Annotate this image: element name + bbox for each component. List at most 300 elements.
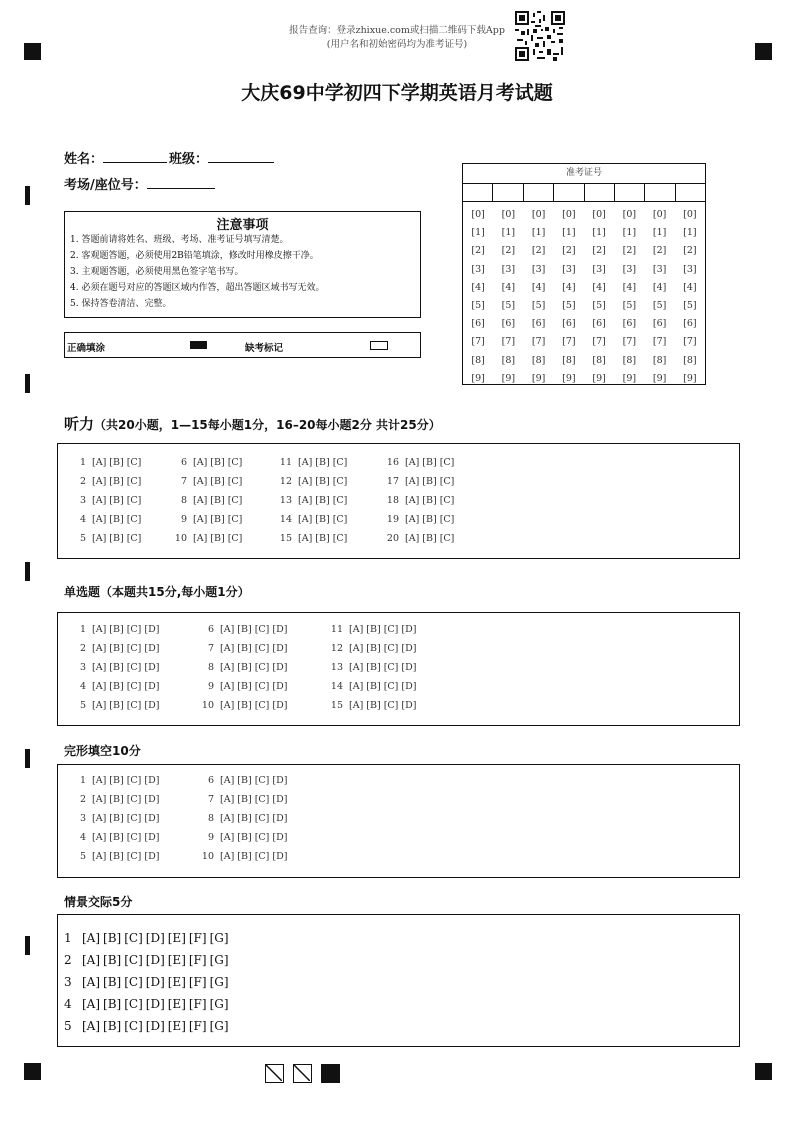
- answer-bubble[interactable]: [C]: [227, 476, 243, 487]
- exam-id-bubble[interactable]: [6]: [501, 318, 516, 330]
- exam-id-bubble[interactable]: [1]: [652, 227, 667, 239]
- answer-bubble[interactable]: [C]: [439, 476, 455, 487]
- answer-bubble[interactable]: [C]: [126, 624, 142, 635]
- answer-bubble[interactable]: [A]: [405, 533, 420, 544]
- answer-bubble[interactable]: [D]: [401, 624, 417, 635]
- answer-bubble[interactable]: [F]: [188, 931, 207, 945]
- answer-bubble[interactable]: [A]: [349, 624, 364, 635]
- exam-id-bubble[interactable]: [3]: [652, 263, 667, 275]
- answer-bubble[interactable]: [B]: [103, 997, 122, 1011]
- answer-bubble[interactable]: [C]: [332, 476, 348, 487]
- exam-id-bubble[interactable]: [2]: [562, 245, 576, 257]
- answer-bubble[interactable]: [D]: [272, 643, 288, 654]
- answer-bubble[interactable]: [D]: [144, 794, 160, 805]
- exam-id-bubble[interactable]: [7]: [592, 336, 606, 348]
- answer-bubble[interactable]: [C]: [126, 495, 142, 506]
- answer-bubble[interactable]: [A]: [92, 624, 107, 635]
- answer-bubble[interactable]: [C]: [126, 775, 142, 786]
- answer-bubble[interactable]: [D]: [144, 775, 160, 786]
- exam-id-bubble[interactable]: [3]: [501, 263, 516, 275]
- answer-bubble[interactable]: [B]: [422, 476, 437, 487]
- exam-id-bubble[interactable]: [6]: [683, 318, 697, 330]
- answer-bubble[interactable]: [D]: [145, 953, 165, 967]
- answer-bubble[interactable]: [C]: [126, 476, 142, 487]
- exam-id-bubble[interactable]: [0]: [562, 209, 576, 220]
- answer-bubble[interactable]: [D]: [144, 662, 160, 673]
- question-number: 5: [79, 533, 86, 544]
- exam-id-bubble[interactable]: [9]: [652, 372, 667, 384]
- answer-bubble[interactable]: [D]: [272, 700, 288, 711]
- answer-bubble[interactable]: [A]: [92, 775, 107, 786]
- answer-bubble[interactable]: [B]: [315, 514, 330, 525]
- answer-bubble[interactable]: [B]: [103, 1019, 122, 1033]
- name-field[interactable]: [103, 150, 167, 163]
- exam-id-bubble[interactable]: [0]: [652, 209, 667, 220]
- exam-id-bubble[interactable]: [9]: [531, 372, 546, 384]
- answer-bubble[interactable]: [B]: [237, 813, 252, 824]
- exam-id-bubble[interactable]: [4]: [471, 281, 485, 293]
- exam-id-bubble[interactable]: [4]: [683, 281, 697, 293]
- answer-bubble[interactable]: [D]: [272, 775, 288, 786]
- answer-bubble[interactable]: [C]: [439, 457, 455, 468]
- exam-id-bubble[interactable]: [5]: [622, 300, 637, 312]
- answer-bubble[interactable]: [C]: [254, 624, 270, 635]
- answer-bubble[interactable]: [A]: [220, 662, 235, 673]
- answer-bubble[interactable]: [D]: [144, 832, 160, 843]
- exam-id-bubble[interactable]: [7]: [531, 336, 546, 348]
- exam-id-bubble[interactable]: [1]: [592, 227, 606, 239]
- answer-bubble[interactable]: [D]: [145, 1019, 165, 1033]
- exam-id-bubble[interactable]: [6]: [592, 318, 606, 330]
- question-number: 1: [64, 931, 72, 945]
- exam-id-bubble[interactable]: [0]: [471, 209, 485, 220]
- exam-id-bubble[interactable]: [4]: [531, 281, 546, 293]
- answer-bubble[interactable]: [B]: [103, 975, 122, 989]
- answer-bubble[interactable]: [C]: [227, 495, 243, 506]
- answer-bubble[interactable]: [C]: [254, 775, 270, 786]
- exam-id-bubble[interactable]: [1]: [531, 227, 546, 239]
- exam-id-bubble[interactable]: [8]: [562, 354, 576, 366]
- exam-id-bubble[interactable]: [2]: [622, 245, 637, 257]
- question-row: [72, 771, 162, 790]
- answer-bubble[interactable]: [C]: [126, 514, 142, 525]
- answer-bubble[interactable]: [C]: [126, 681, 142, 692]
- answer-bubble[interactable]: [A]: [298, 457, 313, 468]
- answer-bubble[interactable]: [C]: [126, 851, 142, 862]
- answer-bubble[interactable]: [G]: [209, 931, 229, 945]
- answer-bubble[interactable]: [A]: [92, 643, 107, 654]
- exam-id-bubble[interactable]: [5]: [683, 300, 697, 312]
- answer-bubble[interactable]: [C]: [126, 794, 142, 805]
- answer-bubble[interactable]: [A]: [92, 700, 107, 711]
- exam-id-bubble[interactable]: [2]: [471, 245, 485, 257]
- answer-bubble[interactable]: [A]: [92, 794, 107, 805]
- answer-bubble[interactable]: [C]: [126, 533, 142, 544]
- answer-bubble[interactable]: [B]: [210, 476, 225, 487]
- exam-id-digit-cell[interactable]: [615, 184, 645, 201]
- answer-bubble[interactable]: [C]: [124, 953, 143, 967]
- answer-bubble[interactable]: [C]: [126, 662, 142, 673]
- answer-bubble[interactable]: [A]: [92, 533, 107, 544]
- answer-bubble[interactable]: [A]: [92, 514, 107, 525]
- answer-bubble[interactable]: [A]: [298, 476, 313, 487]
- answer-bubble[interactable]: [F]: [188, 997, 207, 1011]
- answer-bubble[interactable]: [A]: [298, 533, 313, 544]
- exam-id-bubble[interactable]: [3]: [592, 263, 606, 275]
- question-row: [72, 828, 162, 847]
- exam-id-bubble[interactable]: [2]: [683, 245, 697, 257]
- exam-id-bubble[interactable]: [9]: [683, 372, 697, 384]
- answer-bubble[interactable]: [B]: [422, 514, 437, 525]
- answer-bubble[interactable]: [B]: [109, 457, 124, 468]
- exam-id-bubble[interactable]: [1]: [622, 227, 637, 239]
- exam-id-bubble[interactable]: [9]: [622, 372, 637, 384]
- answer-bubble[interactable]: [A]: [349, 700, 364, 711]
- exam-id-bubble[interactable]: [4]: [562, 281, 576, 293]
- answer-bubble[interactable]: [A]: [405, 476, 420, 487]
- answer-bubble[interactable]: [A]: [82, 931, 101, 945]
- answer-bubble[interactable]: [B]: [109, 794, 124, 805]
- answer-bubble[interactable]: [A]: [92, 813, 107, 824]
- answer-bubble[interactable]: [A]: [220, 700, 235, 711]
- exam-id-bubble[interactable]: [1]: [683, 227, 697, 239]
- exam-id-bubble[interactable]: [6]: [652, 318, 667, 330]
- answer-bubble[interactable]: [A]: [220, 832, 235, 843]
- answer-bubble[interactable]: [G]: [209, 975, 229, 989]
- exam-id-bubble[interactable]: [5]: [592, 300, 606, 312]
- answer-bubble[interactable]: [B]: [109, 514, 124, 525]
- answer-bubble[interactable]: [B]: [109, 643, 124, 654]
- qr-code-icon[interactable]: [515, 11, 565, 61]
- answer-bubble[interactable]: [A]: [220, 794, 235, 805]
- exam-id-bubble[interactable]: [2]: [531, 245, 546, 257]
- exam-id-bubble[interactable]: [9]: [592, 372, 606, 384]
- answer-bubble[interactable]: [C]: [439, 533, 455, 544]
- answer-bubble[interactable]: [A]: [298, 514, 313, 525]
- answer-bubble[interactable]: [A]: [349, 662, 364, 673]
- exam-id-bubble[interactable]: [0]: [622, 209, 637, 220]
- exam-id-write-cells[interactable]: [463, 184, 705, 202]
- answer-bubble[interactable]: [A]: [349, 681, 364, 692]
- answer-bubble[interactable]: [C]: [439, 495, 455, 506]
- answer-bubble[interactable]: [A]: [82, 953, 101, 967]
- answer-bubble[interactable]: [C]: [126, 457, 142, 468]
- answer-bubble[interactable]: [D]: [272, 832, 288, 843]
- answer-bubble[interactable]: [F]: [188, 975, 207, 989]
- answer-bubble[interactable]: [D]: [401, 643, 417, 654]
- question-row: [200, 696, 290, 715]
- answer-bubble[interactable]: [D]: [272, 624, 288, 635]
- exam-id-bubble[interactable]: [6]: [562, 318, 576, 330]
- answer-bubble[interactable]: [C]: [124, 1019, 143, 1033]
- name-class-line: [64, 148, 274, 167]
- answer-bubble[interactable]: [D]: [272, 794, 288, 805]
- answer-bubble[interactable]: [B]: [210, 457, 225, 468]
- answer-bubble[interactable]: [B]: [109, 495, 124, 506]
- exam-id-bubble[interactable]: [0]: [531, 209, 546, 220]
- answer-bubble[interactable]: [A]: [193, 514, 208, 525]
- exam-id-bubble[interactable]: [8]: [531, 354, 546, 366]
- answer-bubble[interactable]: [C]: [332, 514, 348, 525]
- answer-bubble[interactable]: [C]: [254, 681, 270, 692]
- question-row: [72, 658, 162, 677]
- answer-bubble[interactable]: [C]: [332, 533, 348, 544]
- exam-id-bubble[interactable]: [6]: [471, 318, 485, 330]
- answer-bubble[interactable]: [C]: [126, 832, 142, 843]
- answer-bubble[interactable]: [B]: [210, 514, 225, 525]
- answer-bubble[interactable]: [B]: [315, 457, 330, 468]
- exam-id-bubble[interactable]: [5]: [501, 300, 516, 312]
- question-number: 7: [207, 643, 214, 654]
- answer-bubble[interactable]: [D]: [144, 700, 160, 711]
- answer-bubble[interactable]: [B]: [237, 700, 252, 711]
- answer-column: [385, 453, 457, 548]
- answer-bubble[interactable]: [B]: [109, 775, 124, 786]
- exam-id-bubble[interactable]: [2]: [501, 245, 516, 257]
- exam-id-bubble[interactable]: [0]: [592, 209, 606, 220]
- exam-id-bubble[interactable]: [5]: [531, 300, 546, 312]
- answer-bubble[interactable]: [A]: [349, 643, 364, 654]
- answer-bubble[interactable]: [B]: [237, 832, 252, 843]
- answer-bubble[interactable]: [C]: [126, 700, 142, 711]
- answer-bubble[interactable]: [A]: [298, 495, 313, 506]
- answer-bubble[interactable]: [A]: [193, 457, 208, 468]
- exam-id-bubble[interactable]: [9]: [471, 372, 485, 384]
- answer-bubble[interactable]: [D]: [401, 681, 417, 692]
- exam-id-bubble[interactable]: [8]: [501, 354, 516, 366]
- answer-bubble[interactable]: [C]: [383, 643, 399, 654]
- answer-bubble[interactable]: [C]: [124, 975, 143, 989]
- answer-bubble[interactable]: [C]: [126, 813, 142, 824]
- exam-id-bubble[interactable]: [3]: [471, 263, 485, 275]
- answer-bubble[interactable]: [B]: [109, 662, 124, 673]
- answer-bubble[interactable]: [B]: [366, 643, 381, 654]
- answer-bubble[interactable]: [F]: [188, 953, 207, 967]
- answer-bubble[interactable]: [B]: [315, 476, 330, 487]
- answer-bubble[interactable]: [G]: [209, 1019, 229, 1033]
- answer-bubble[interactable]: [C]: [383, 624, 399, 635]
- exam-id-bubble[interactable]: [9]: [562, 372, 576, 384]
- answer-bubble[interactable]: [A]: [193, 476, 208, 487]
- exam-id-digit-cell[interactable]: [493, 184, 523, 201]
- answer-bubble[interactable]: [A]: [82, 997, 101, 1011]
- answer-bubble[interactable]: [D]: [272, 662, 288, 673]
- answer-bubble[interactable]: [C]: [124, 931, 143, 945]
- answer-bubble[interactable]: [B]: [109, 813, 124, 824]
- exam-id-bubble[interactable]: [2]: [652, 245, 667, 257]
- answer-bubble[interactable]: [C]: [383, 700, 399, 711]
- answer-bubble[interactable]: [B]: [103, 931, 122, 945]
- absent-mark-box[interactable]: [370, 341, 388, 350]
- answer-bubble[interactable]: [E]: [167, 931, 186, 945]
- answer-bubble[interactable]: [B]: [103, 953, 122, 967]
- answer-bubble[interactable]: [B]: [237, 851, 252, 862]
- answer-bubble[interactable]: [D]: [145, 931, 165, 945]
- exam-id-bubble[interactable]: [0]: [683, 209, 697, 220]
- exam-id-bubble[interactable]: [1]: [501, 227, 516, 239]
- exam-id-bubble[interactable]: [4]: [622, 281, 637, 293]
- answer-bubble[interactable]: [E]: [167, 975, 186, 989]
- exam-id-bubble[interactable]: [3]: [531, 263, 546, 275]
- exam-id-bubble[interactable]: [4]: [652, 281, 667, 293]
- answer-bubble[interactable]: [B]: [237, 794, 252, 805]
- answer-bubble[interactable]: [F]: [188, 1019, 207, 1033]
- exam-id-bubble[interactable]: [8]: [622, 354, 637, 366]
- exam-id-digit-cell[interactable]: [524, 184, 554, 201]
- answer-bubble[interactable]: [D]: [144, 851, 160, 862]
- answer-bubble[interactable]: [C]: [124, 997, 143, 1011]
- dialogue-answer-box: [57, 914, 740, 1047]
- exam-id-bubble[interactable]: [8]: [471, 354, 485, 366]
- exam-id-bubble[interactable]: [4]: [501, 281, 516, 293]
- answer-bubble[interactable]: [A]: [220, 775, 235, 786]
- answer-bubble[interactable]: [C]: [254, 643, 270, 654]
- exam-id-bubble[interactable]: [4]: [592, 281, 606, 293]
- exam-id-bubble[interactable]: [7]: [562, 336, 576, 348]
- exam-id-bubble[interactable]: [7]: [501, 336, 516, 348]
- answer-bubble[interactable]: [D]: [401, 700, 417, 711]
- answer-bubble[interactable]: [A]: [220, 643, 235, 654]
- exam-id-bubble[interactable]: [5]: [471, 300, 485, 312]
- answer-bubble[interactable]: [D]: [144, 813, 160, 824]
- answer-bubble[interactable]: [C]: [254, 700, 270, 711]
- exam-id-bubble[interactable]: [8]: [652, 354, 667, 366]
- answer-bubble[interactable]: [A]: [193, 495, 208, 506]
- exam-id-bubble[interactable]: [0]: [501, 209, 516, 220]
- answer-bubble[interactable]: [A]: [92, 681, 107, 692]
- answer-bubble[interactable]: [D]: [144, 624, 160, 635]
- class-field[interactable]: [208, 150, 274, 163]
- answer-bubble[interactable]: [A]: [92, 832, 107, 843]
- exam-id-digit-cell[interactable]: [554, 184, 584, 201]
- answer-bubble[interactable]: [D]: [401, 662, 417, 673]
- exam-id-digit-cell[interactable]: [463, 184, 493, 201]
- answer-bubble[interactable]: [B]: [237, 662, 252, 673]
- answer-bubble[interactable]: [B]: [315, 533, 330, 544]
- answer-bubble[interactable]: [B]: [366, 681, 381, 692]
- answer-bubble[interactable]: [C]: [227, 533, 243, 544]
- answer-bubble[interactable]: [B]: [109, 681, 124, 692]
- answer-bubble[interactable]: [B]: [210, 533, 225, 544]
- answer-bubble[interactable]: [A]: [220, 851, 235, 862]
- question-row: [329, 677, 419, 696]
- answer-bubble[interactable]: [C]: [383, 681, 399, 692]
- answer-bubble[interactable]: [B]: [109, 851, 124, 862]
- exam-id-digit-cell[interactable]: [645, 184, 675, 201]
- answer-bubble[interactable]: [B]: [366, 662, 381, 673]
- exam-id-bubble[interactable]: [5]: [562, 300, 576, 312]
- answer-bubble[interactable]: [C]: [254, 832, 270, 843]
- answer-bubble[interactable]: [C]: [227, 457, 243, 468]
- answer-bubble[interactable]: [D]: [144, 643, 160, 654]
- answer-bubble[interactable]: [G]: [209, 953, 229, 967]
- exam-id-bubble[interactable]: [7]: [683, 336, 697, 348]
- answer-bubble[interactable]: [A]: [92, 495, 107, 506]
- answer-bubble[interactable]: [A]: [193, 533, 208, 544]
- exam-id-bubble[interactable]: [1]: [562, 227, 576, 239]
- exam-id-bubble[interactable]: [8]: [683, 354, 697, 366]
- answer-bubble[interactable]: [C]: [439, 514, 455, 525]
- answer-bubble[interactable]: [A]: [92, 851, 107, 862]
- answer-bubble[interactable]: [E]: [167, 1019, 186, 1033]
- answer-bubble[interactable]: [A]: [405, 495, 420, 506]
- answer-bubble[interactable]: [C]: [126, 643, 142, 654]
- answer-bubble[interactable]: [C]: [332, 457, 348, 468]
- exam-id-digit-cell[interactable]: [676, 184, 705, 201]
- answer-bubble[interactable]: [D]: [272, 851, 288, 862]
- exam-id-digit-cell[interactable]: [585, 184, 615, 201]
- answer-bubble[interactable]: [A]: [405, 514, 420, 525]
- answer-bubble[interactable]: [B]: [109, 476, 124, 487]
- answer-bubble[interactable]: [B]: [422, 533, 437, 544]
- answer-bubble[interactable]: [C]: [254, 851, 270, 862]
- exam-id-bubble[interactable]: [8]: [592, 354, 606, 366]
- answer-bubble[interactable]: [B]: [422, 495, 437, 506]
- answer-bubble[interactable]: [C]: [254, 662, 270, 673]
- exam-id-bubble[interactable]: [6]: [622, 318, 637, 330]
- answer-bubble[interactable]: [A]: [220, 813, 235, 824]
- exam-id-bubble[interactable]: [1]: [471, 227, 485, 239]
- answer-bubble[interactable]: [C]: [254, 813, 270, 824]
- answer-bubble[interactable]: [A]: [220, 624, 235, 635]
- answer-bubble[interactable]: [B]: [315, 495, 330, 506]
- answer-bubble[interactable]: [D]: [272, 681, 288, 692]
- exam-id-bubble[interactable]: [9]: [501, 372, 516, 384]
- answer-bubble[interactable]: [A]: [92, 476, 107, 487]
- answer-bubble[interactable]: [A]: [82, 1019, 101, 1033]
- answer-bubble[interactable]: [A]: [92, 662, 107, 673]
- answer-bubble[interactable]: [B]: [237, 624, 252, 635]
- exam-id-bubble[interactable]: [7]: [471, 336, 485, 348]
- answer-bubble[interactable]: [A]: [220, 681, 235, 692]
- answer-bubble[interactable]: [C]: [383, 662, 399, 673]
- answer-bubble[interactable]: [B]: [109, 533, 124, 544]
- exam-id-bubble[interactable]: [7]: [622, 336, 637, 348]
- exam-id-bubble[interactable]: [7]: [652, 336, 667, 348]
- answer-bubble[interactable]: [B]: [237, 775, 252, 786]
- answer-bubble[interactable]: [B]: [366, 624, 381, 635]
- answer-bubble[interactable]: [C]: [227, 514, 243, 525]
- answer-bubble[interactable]: [A]: [405, 457, 420, 468]
- answer-bubble[interactable]: [B]: [109, 700, 124, 711]
- answer-bubble[interactable]: [E]: [167, 953, 186, 967]
- answer-bubble[interactable]: [G]: [209, 997, 229, 1011]
- exam-id-bubble[interactable]: [6]: [531, 318, 546, 330]
- answer-bubble[interactable]: [D]: [144, 681, 160, 692]
- seat-field[interactable]: [147, 176, 215, 189]
- exam-id-bubble[interactable]: [3]: [622, 263, 637, 275]
- answer-bubble[interactable]: [B]: [366, 700, 381, 711]
- answer-bubble[interactable]: [A]: [92, 457, 107, 468]
- answer-bubble[interactable]: [B]: [237, 681, 252, 692]
- exam-id-bubble[interactable]: [3]: [562, 263, 576, 275]
- answer-bubble[interactable]: [B]: [210, 495, 225, 506]
- answer-bubble[interactable]: [D]: [145, 975, 165, 989]
- answer-bubble[interactable]: [D]: [272, 813, 288, 824]
- answer-bubble[interactable]: [D]: [145, 997, 165, 1011]
- answer-bubble[interactable]: [B]: [422, 457, 437, 468]
- exam-id-bubble[interactable]: [2]: [592, 245, 606, 257]
- answer-bubble[interactable]: [B]: [109, 832, 124, 843]
- answer-bubble[interactable]: [A]: [82, 975, 101, 989]
- answer-bubble[interactable]: [C]: [332, 495, 348, 506]
- answer-bubble[interactable]: [B]: [109, 624, 124, 635]
- exam-id-bubble[interactable]: [3]: [683, 263, 697, 275]
- answer-bubble[interactable]: [B]: [237, 643, 252, 654]
- answer-bubble[interactable]: [C]: [254, 794, 270, 805]
- exam-id-bubble[interactable]: [5]: [652, 300, 667, 312]
- answer-bubble[interactable]: [E]: [167, 997, 186, 1011]
